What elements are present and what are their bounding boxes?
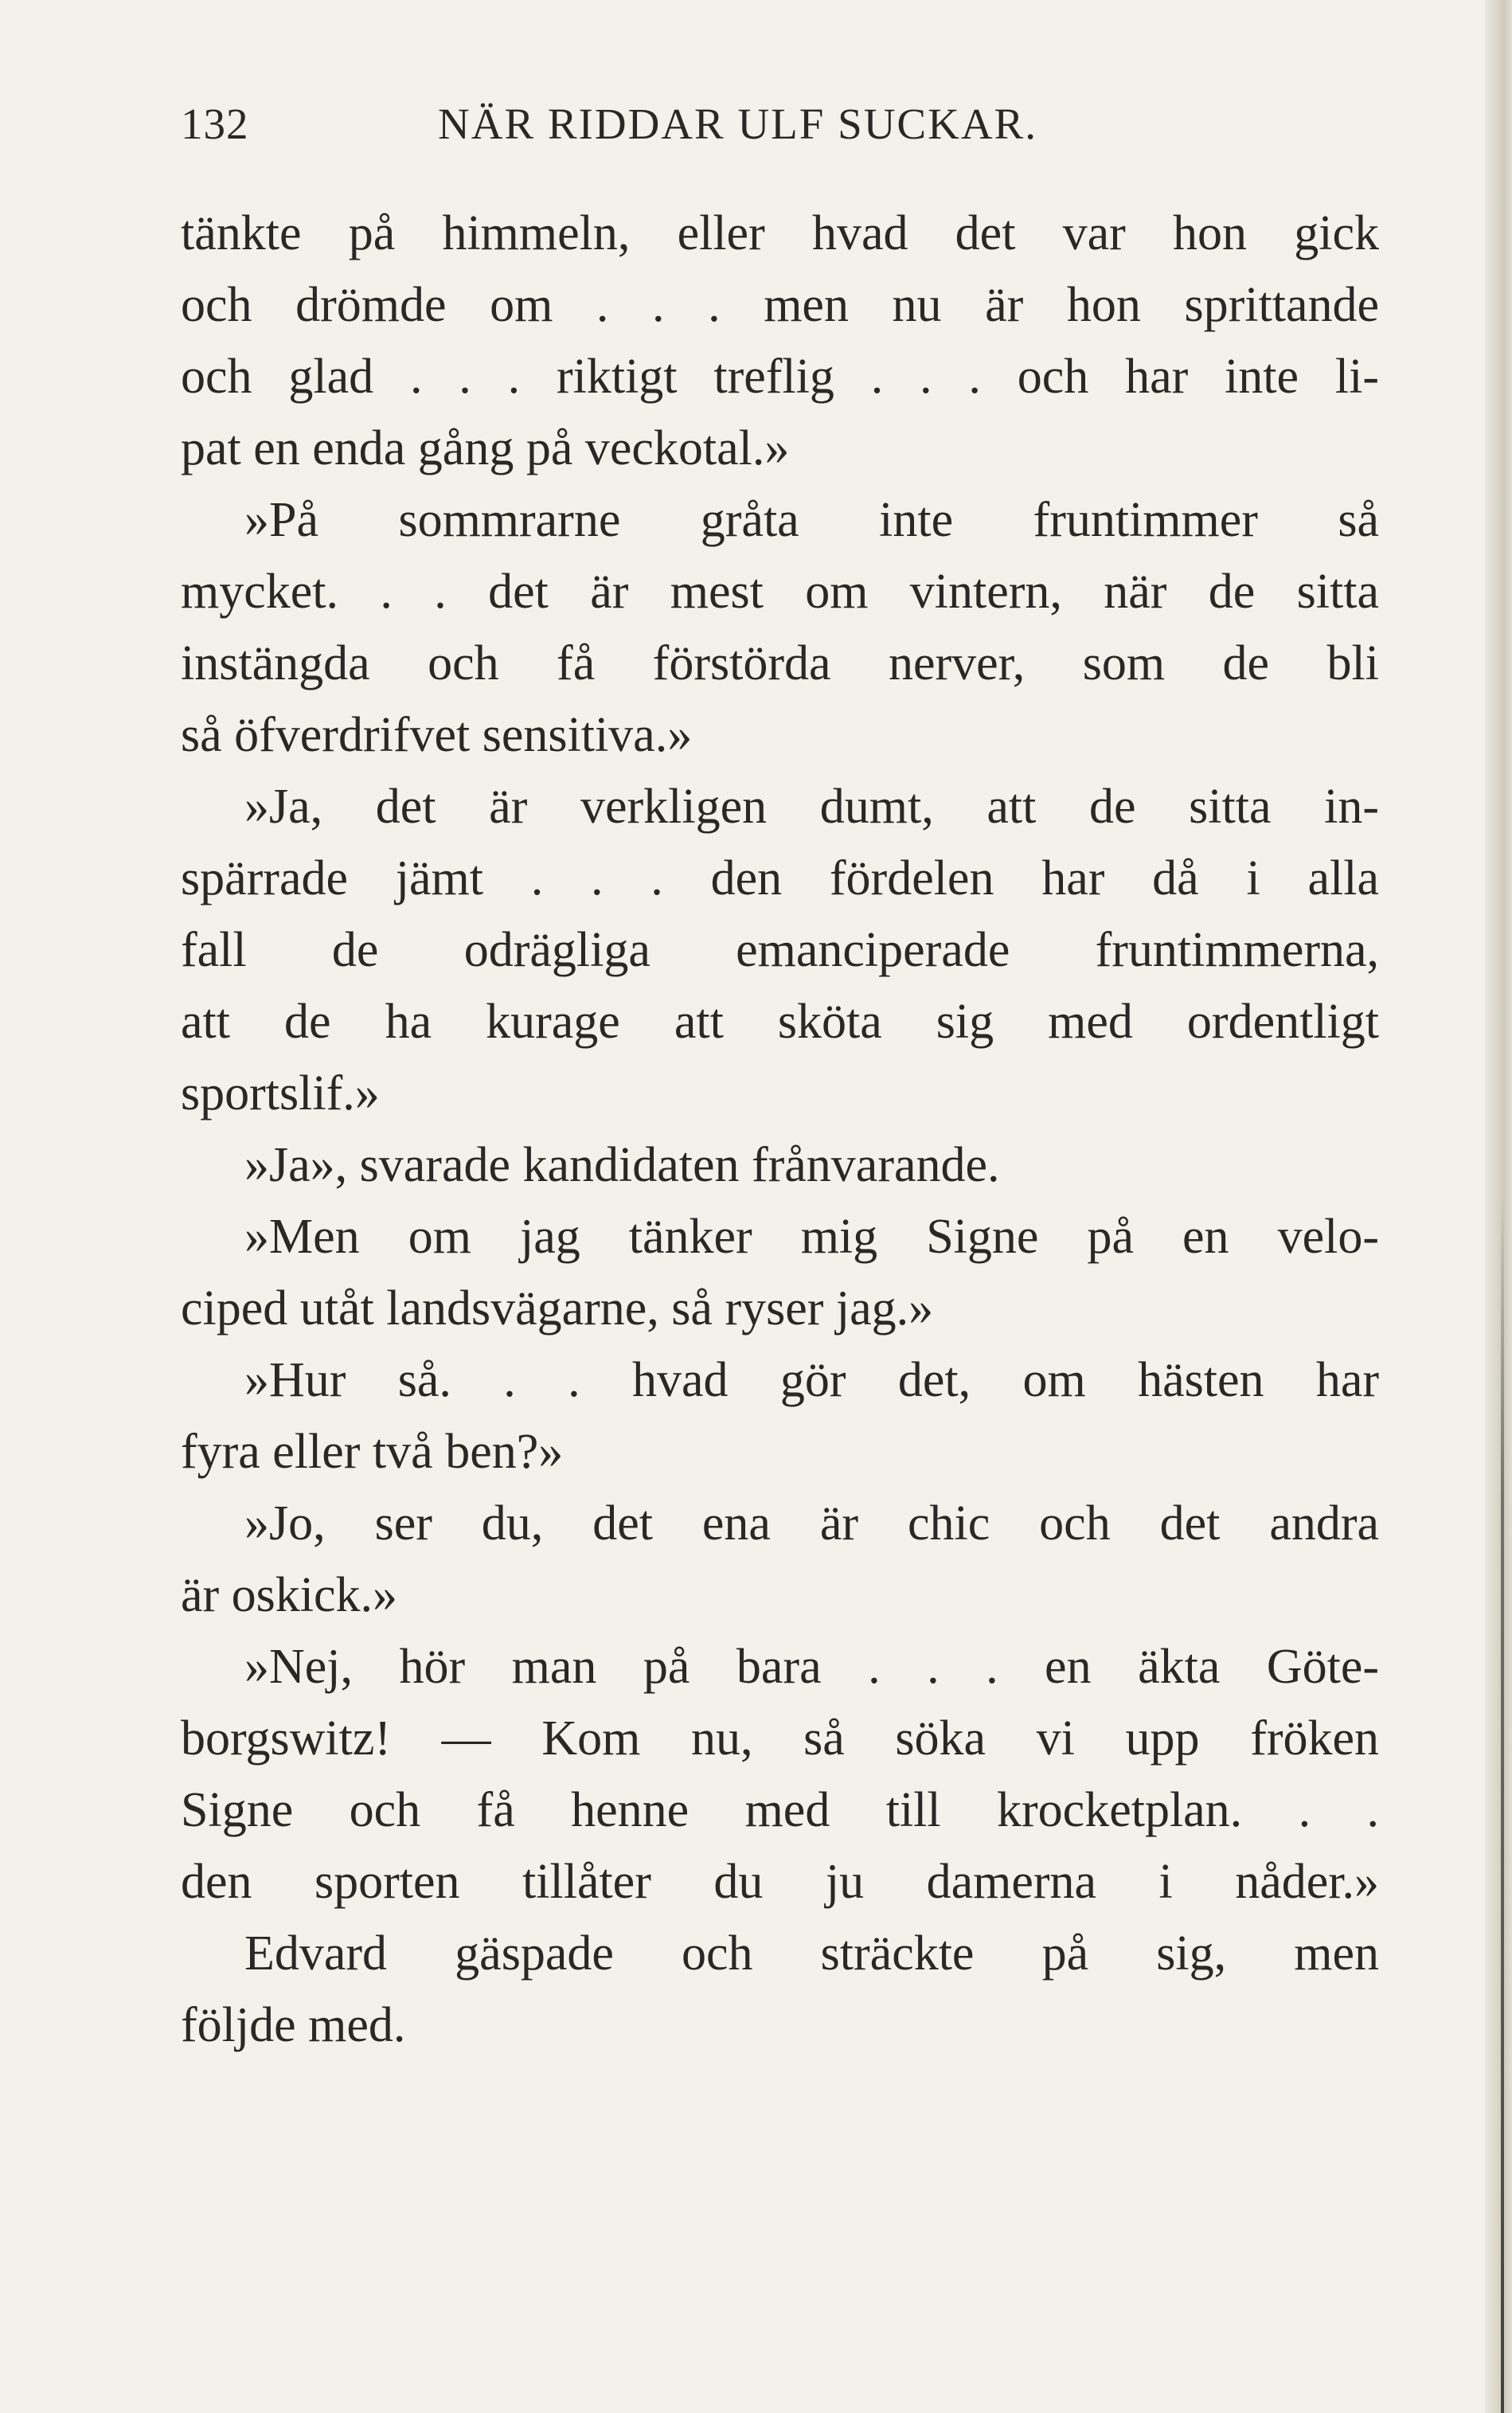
text-line: borgswitz! — Kom nu, så söka vi upp fröken	[181, 1711, 1379, 1766]
text-line: ciped utåt landsvägarne, så ryser jag.»	[181, 1281, 934, 1336]
text-line: »Jo, ser du, det ena är chic och det andra	[244, 1496, 1379, 1551]
text-line: och drömde om . . . men nu är hon sprittande	[181, 278, 1379, 332]
page-number: 132	[181, 100, 249, 148]
text-line: och glad . . . riktigt treflig . . . och har inte li-	[181, 350, 1379, 404]
text-line: »Ja, det är verkligen dumt, att de sitta in-	[244, 780, 1379, 834]
text-line: »Hur så. . . hvad gör det, om hästen har	[244, 1353, 1379, 1407]
text-line: »Nej, hör man på bara . . . en äkta Göte-	[244, 1640, 1379, 1694]
text-line: är oskick.»	[181, 1568, 398, 1622]
text-line: pat en enda gång på veckotal.»	[181, 421, 790, 475]
text-line: så öfverdrifvet sensitiva.»	[181, 708, 693, 762]
text-line: sportslif.»	[181, 1066, 380, 1120]
text-line: mycket. . . det är mest om vintern, när de sitta	[181, 565, 1379, 619]
text-line: »På sommrarne gråta inte fruntimmer så	[244, 493, 1379, 547]
running-header	[181, 92, 1375, 156]
running-title: NÄR RIDDAR ULF SUCKAR.	[438, 100, 1037, 148]
text-line: fyra eller två ben?»	[181, 1425, 564, 1479]
text-line: spärrade jämt . . . den fördelen har då i alla	[181, 851, 1379, 905]
text-line: tänkte på himmeln, eller hvad det var hon gick	[181, 206, 1379, 260]
text-line: »Ja», svarade kandidaten frånvarande.	[244, 1138, 1000, 1192]
page-edge	[1485, 0, 1512, 2413]
text-line: Edvard gäspade och sträckte på sig, men	[244, 1926, 1379, 1981]
text-line: Signe och få henne med till krocketplan. . .	[181, 1783, 1379, 1837]
body-text	[181, 197, 1379, 2061]
text-line: »Men om jag tänker mig Signe på en velo-	[244, 1210, 1379, 1264]
text-line: att de ha kurage att sköta sig med ordentligt	[181, 995, 1379, 1049]
page-edge-shadow	[1501, 1195, 1504, 2413]
text-line: den sporten tillåter du ju damerna i nåder.»	[181, 1855, 1379, 1909]
text-line: instängda och få förstörda nerver, som de bli	[181, 636, 1379, 690]
text-line: följde med.	[181, 1998, 406, 2052]
text-line: fall de odrägliga emanciperade fruntimmerna,	[181, 923, 1379, 977]
